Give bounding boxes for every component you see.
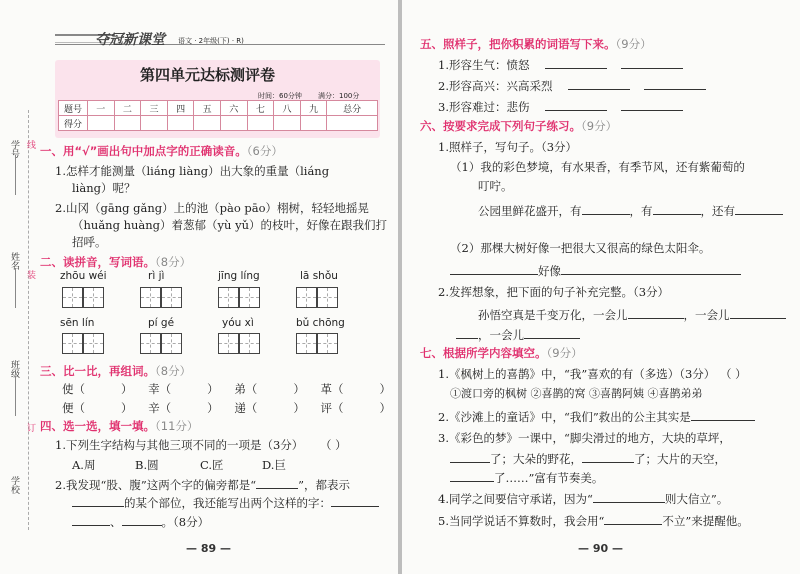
s1-line-5: 招呼。 [72,235,107,249]
score-col: 四 [167,101,194,116]
compare-close: ） [293,382,305,396]
s7-q3-line-2 [450,450,726,467]
s6-ex1d: ，有 [629,204,653,218]
answer-blank[interactable] [456,326,478,339]
section-7-points: （9分） [546,346,583,360]
s5-example-1: 1.形容生气：愤怒 [438,58,530,72]
s1-line-2: liàng）呢？ [72,181,136,195]
s4-q2b: ”，都表示 [298,478,350,492]
compare-row-2 [62,400,391,416]
s7-q4b: 则大信立”。 [664,492,729,506]
s7-q1-options: ①渡口旁的枫树 ②喜鹊的窝 ③喜鹊阿姨 ④喜鹊弟弟 [450,387,703,400]
score-row-label: 题号 [59,101,88,116]
score-col: 九 [300,101,327,116]
compare-close: ） [379,382,391,396]
binding-line-3 [15,376,16,416]
s6-q2c: ，一会儿 [478,328,524,342]
score-col: 二 [114,101,141,116]
score-cell[interactable] [194,116,221,131]
section-3-title [40,363,191,379]
answer-blank[interactable] [604,512,662,525]
pinyin-1: zhōu wéi [60,270,107,282]
s6-q2-fill-2 [456,326,580,343]
s6-ex2: （2）那棵大树好像一把很大又很高的绿色太阳伞。 [450,241,711,255]
score-table [58,100,378,131]
s4-q2d: 、 [110,515,122,529]
s6-q2-fill-1 [478,306,786,323]
s4-q2-line-1 [55,476,350,493]
label-xuehao: 学号 [9,140,19,158]
section-4-points: （11分） [155,419,199,433]
compare-close: ） [207,401,219,415]
answer-blank[interactable] [545,98,607,111]
s4-q1-paren[interactable]: （ ） [320,438,347,452]
section-2-title [40,254,191,270]
section-3-title-text: 三、比一比，再组词。 [40,364,155,378]
score-col: 总分 [327,101,378,116]
binding-line-1 [15,155,16,195]
page-number-right: — 90 — [578,542,623,555]
compare-close: ） [121,382,133,396]
score-cell[interactable] [114,116,141,131]
s5-example-2: 2.形容高兴：兴高采烈 [438,79,553,93]
s6-ex1-line-2: 叮咛。 [478,179,513,193]
compare-row-1 [62,381,391,397]
answer-blank[interactable] [582,450,634,463]
s1-line-3: 2.山冈（gāng gǎng）上的池（pào pāo）栩树，轻轻地摇晃 [55,201,370,215]
answer-blank[interactable] [730,306,786,319]
tianzige-box-5[interactable] [62,333,104,354]
score-col: 五 [194,101,221,116]
s6-q2a: 孙悟空真是千变万化，一会儿 [478,308,628,322]
section-5-title-text: 五、照样子，把你积累的词语写下来。 [420,37,616,51]
exam-time: 时间：60分钟 [258,92,302,100]
answer-blank[interactable] [582,202,630,215]
compare-close: ） [207,382,219,396]
s5-line-2 [438,77,706,94]
pinyin-8: bǔ chōng [296,317,345,329]
s5-example-3: 3.形容难过：悲伤 [438,100,530,114]
s6-ex1-fill [478,202,783,219]
s7-q1: 1.《枫树上的喜鹊》中，“我”喜欢的有（多选）（3分） [438,367,716,381]
score-cell[interactable] [274,116,301,131]
section-1-points: （6分） [246,144,283,158]
compare-char: 评（ [320,401,344,415]
label-banji: 班级 [9,360,19,378]
label-xingming: 姓名 [9,252,19,270]
binding-line-2 [15,268,16,308]
score-cell[interactable] [300,116,327,131]
s1-line-4: （huǎng huàng）着葱郁（yù yǔ）的枝叶，好像在跟我们打 [72,218,387,232]
s4-q2-line-2 [72,494,379,511]
s4-q2c: 的某个部位，我还能写出两个这样的字： [124,496,331,510]
compare-char: 弟（ [234,382,258,396]
section-1-title [40,143,283,159]
section-6-title-text: 六、按要求完成下列句子练习。 [420,119,581,133]
score-cell[interactable] [327,116,378,131]
exam-title: 第四单元达标测评卷 [140,66,276,84]
section-2-title-text: 二、读拼音，写词语。 [40,255,155,269]
answer-blank[interactable] [593,490,665,503]
section-4-title-text: 四、选一选，填一填。 [40,419,155,433]
section-3-points: （8分） [155,364,192,378]
s6-ex1c: 公园里鲜花盛开，有 [478,204,582,218]
pinyin-4: lā shǒu [300,270,338,282]
section-2-points: （8分） [155,255,192,269]
s7-q3: 3.《彩色的梦》一课中，“脚尖滑过的地方，大块的草坪， [438,431,731,445]
s7-q3-line-3 [450,469,603,486]
score-cell[interactable] [167,116,194,131]
answer-blank[interactable] [256,476,298,489]
score-col: 八 [274,101,301,116]
answer-blank[interactable] [524,326,580,339]
section-6-title [420,118,617,134]
answer-blank[interactable] [621,98,683,111]
s6-ex2-fill [450,262,741,279]
s7-q3d: 了……”富有节奏美。 [494,471,604,485]
compare-char: 递（ [234,401,258,415]
pinyin-5: sēn lín [60,317,95,329]
answer-blank[interactable] [644,77,706,90]
page-number-left: — 89 — [186,542,231,555]
compare-char: 辛（ [148,401,172,415]
s7-q5 [438,512,749,529]
label-zhuang: 装 [25,270,35,279]
answer-blank[interactable] [628,306,684,319]
right-page [402,0,800,574]
tianzige-box-8[interactable] [296,333,338,354]
answer-blank[interactable] [72,494,124,507]
s7-q2 [438,408,755,425]
s6-ex1e: ，还有 [700,204,735,218]
pinyin-7: yóu xì [222,317,254,329]
section-5-points: （9分） [615,37,652,51]
compare-char: 使（ [62,382,85,396]
compare-close: ） [121,401,133,415]
answer-blank[interactable] [568,77,630,90]
brand-logo: 夺冠新课堂 [95,32,165,48]
compare-close: ） [293,401,305,415]
binding-dash-line [28,110,29,530]
s6-q2b: ，一会儿 [683,308,730,322]
label-ding: 订 [25,423,35,432]
s7-q1-paren[interactable]: （ ） [720,367,747,381]
answer-blank[interactable] [450,469,494,482]
answer-blank[interactable] [72,513,110,526]
score-cell[interactable] [220,116,247,131]
s4-q2e: 。（8分） [161,515,210,529]
compare-char: 革（ [320,382,344,396]
s7-q4 [438,490,728,507]
tianzige-box-7[interactable] [218,333,260,354]
s4-option-c[interactable]: C.匠 [200,458,224,472]
answer-blank[interactable] [691,408,755,421]
compare-char: 便（ [62,401,85,415]
section-1-title-text: 一、用“√”画出句中加点字的正确读音。 [40,144,247,158]
exam-score: 满分：100分 [318,92,360,100]
s4-option-b[interactable]: B.圆 [135,458,159,472]
s6-ex2b: 好像 [538,264,561,278]
compare-char: 幸（ [148,382,172,396]
answer-blank[interactable] [331,494,379,507]
answer-blank[interactable] [621,56,683,69]
pinyin-2: rì jì [148,270,165,282]
s6-q1: 1.照样子，写句子。（3分） [438,140,578,154]
s1-line-1: 1.怎样才能测量（liáng liàng）出大象的重量（liáng [55,164,330,178]
section-4-title [40,418,198,434]
score-col: 六 [220,101,247,116]
tianzige-box-3[interactable] [218,287,260,308]
score-cell[interactable] [247,116,274,131]
s5-line-3 [438,98,683,115]
s7-q4-text: 4.同学之间要信守承诺，因为“ [438,492,593,506]
score-cell[interactable] [88,116,115,131]
section-7-title [420,345,583,361]
score-cell[interactable] [141,116,168,131]
section-7-title-text: 七、根据所学内容填空。 [420,346,547,360]
score-row-label: 得分 [59,116,88,131]
pinyin-3: jīng líng [218,270,260,282]
answer-blank[interactable] [545,56,607,69]
answer-blank[interactable] [122,513,162,526]
tianzige-box-6[interactable] [140,333,182,354]
s4-q2-line-3 [72,513,209,530]
s4-q2a: 2.我发现“股、腹”这两个字的偏旁都是“ [55,478,257,492]
left-page [0,0,398,574]
s7-q5b: 不立”来提醒他。 [662,514,749,528]
answer-blank[interactable] [653,202,701,215]
tianzige-box-2[interactable] [140,287,182,308]
s4-option-d[interactable]: D.巨 [262,458,286,472]
answer-blank[interactable] [450,450,490,463]
subject-label: 语文 · 2年级(下) · R) [178,37,244,45]
answer-blank[interactable] [735,202,783,215]
s4-q1: 1.下列生字结构与其他三项不同的一项是（3分） [55,438,304,452]
compare-close: ） [379,401,391,415]
s7-q3c: 了；大片的天空， [634,452,726,466]
pinyin-6: pí gé [148,317,175,329]
s7-q2-text: 2.《沙滩上的童话》中，“我们”救出的公主其实是 [438,410,691,424]
score-col: 七 [247,101,274,116]
tianzige-box-1[interactable] [62,287,104,308]
tianzige-box-4[interactable] [296,287,338,308]
s7-q5-text: 5.当同学说话不算数时，我会用“ [438,514,605,528]
s5-line-1 [438,56,683,73]
s6-ex1-line-1: （1）我的彩色梦境，有水果香，有季节风，还有紫葡萄的 [450,160,745,174]
s7-q3b: 了；大朵的野花， [490,452,582,466]
score-col: 一 [88,101,115,116]
answer-blank[interactable] [450,262,538,275]
s4-option-a[interactable]: A.周 [72,458,96,472]
section-6-points: （9分） [581,119,618,133]
answer-blank[interactable] [561,262,741,275]
section-5-title [420,36,652,52]
label-xuexiao: 学校 [9,476,19,494]
score-col: 三 [141,101,168,116]
s6-q2: 2.发挥想象，把下面的句子补充完整。（3分） [438,285,670,299]
label-xian: 线 [25,140,35,149]
